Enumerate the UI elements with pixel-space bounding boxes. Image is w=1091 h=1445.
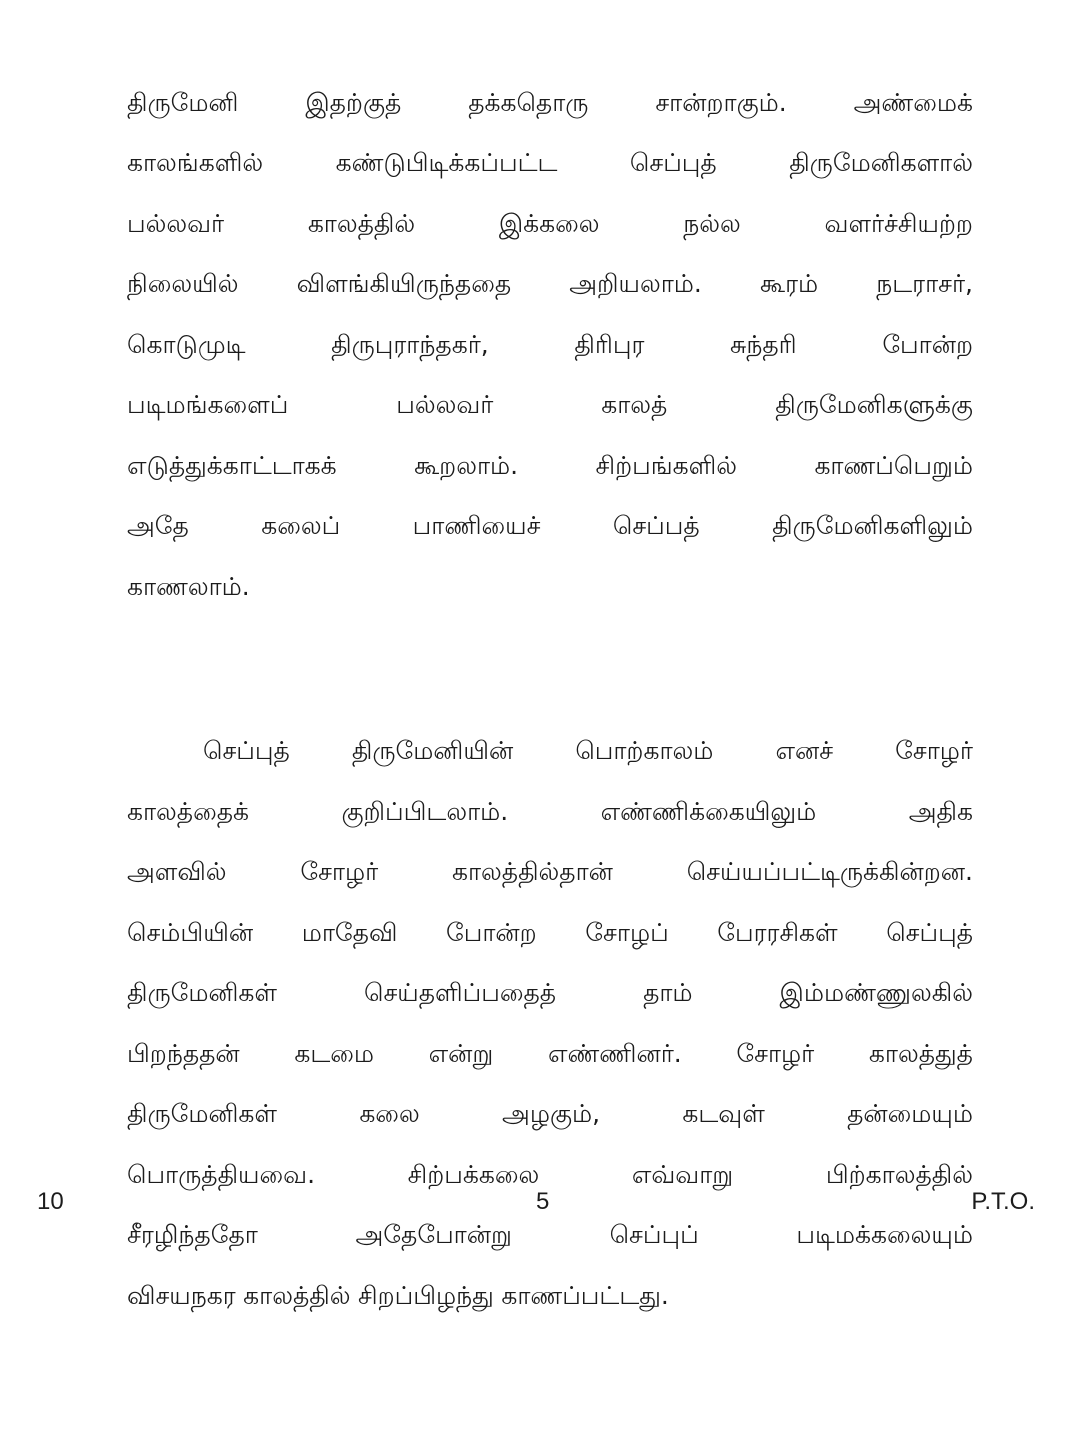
word: அதிக <box>908 796 973 826</box>
word: காணப்பெறும் <box>814 450 973 480</box>
word: காலத்தில் <box>243 1280 351 1310</box>
paragraph <box>127 74 973 619</box>
word: போன்ற <box>882 329 973 359</box>
word: சோழர் <box>736 1038 815 1068</box>
text-line <box>127 135 973 196</box>
word: செப்புப் <box>609 1220 699 1250</box>
word: சிற்பக்கலை <box>407 1159 540 1189</box>
footer-code: 10 <box>37 1188 64 1215</box>
word: திரிபுர <box>574 329 645 359</box>
word: பிற்காலத்தில் <box>825 1159 973 1189</box>
word: செப்புத் <box>629 148 717 178</box>
word: கலை <box>359 1099 420 1129</box>
word: காலத்தில்தான் <box>451 857 613 887</box>
word: அண்மைக் <box>853 87 973 117</box>
word: திருமேனி <box>127 87 239 117</box>
please-turn-over: P.T.O. <box>971 1188 1035 1215</box>
text-line <box>127 1025 973 1086</box>
word: காலத்தைக் <box>127 796 250 826</box>
word: பல்லவர் <box>127 208 225 238</box>
word: பிறந்ததன் <box>127 1038 240 1068</box>
text-line <box>127 498 973 559</box>
word: திருமேனிகளுக்கு <box>775 390 973 420</box>
page-number: 5 <box>536 1188 550 1215</box>
word: தன்மையும் <box>847 1099 973 1129</box>
word: கண்டுபிடிக்கப்பட்ட <box>335 148 558 178</box>
word: செய்தளிப்பதைத் <box>363 978 557 1008</box>
word: அழகும், <box>502 1099 601 1129</box>
word: காலத்தில் <box>307 208 416 238</box>
word: இக்கலை <box>498 208 600 238</box>
word: கடவுள் <box>682 1099 765 1129</box>
word: நல்ல <box>683 208 741 238</box>
word: சீரழிந்ததோ <box>127 1220 258 1250</box>
word: பல்லவர் <box>396 390 494 420</box>
word: இதற்குத் <box>305 87 402 117</box>
word: செம்பியின் <box>127 917 254 947</box>
paragraph <box>127 723 973 1328</box>
text-line <box>127 965 973 1026</box>
word: போன்ற <box>446 917 537 947</box>
text-line <box>127 256 973 317</box>
word: திருமேனிகள் <box>127 1099 277 1129</box>
word: கூறலாம். <box>414 450 519 480</box>
text-line <box>127 1146 973 1207</box>
word: காணலாம். <box>127 571 250 601</box>
word: சோழர் <box>300 857 379 887</box>
word: குறிப்பிடலாம். <box>341 796 509 826</box>
text-line <box>127 844 973 905</box>
text-line <box>127 723 973 784</box>
word: திருமேனிகளால் <box>789 148 973 178</box>
word: கூரம் <box>760 269 819 299</box>
word: விளங்கியிருந்ததை <box>296 269 512 299</box>
word: என்று <box>428 1038 494 1068</box>
text-line <box>127 1086 973 1147</box>
word: அளவில் <box>127 857 227 887</box>
word: நடராசர், <box>876 269 973 299</box>
word: சிறப்பிழந்து <box>358 1280 494 1310</box>
word: விசயநகர <box>127 1280 236 1310</box>
word: கலைப் <box>261 511 341 541</box>
word: செய்யப்பட்டிருக்கின்றன. <box>686 857 973 887</box>
word: செப்புத் <box>886 917 973 947</box>
text-line <box>127 437 973 498</box>
body-text <box>127 74 973 1328</box>
word: திருமேனிகள் <box>127 978 277 1008</box>
word: சோழர் <box>895 736 973 766</box>
word: படிமங்களைப் <box>127 390 289 420</box>
word: கொடுமுடி <box>127 329 246 359</box>
text-line <box>127 904 973 965</box>
word: செப்புத் <box>203 736 290 766</box>
word: இம்மண்ணுலகில் <box>779 978 973 1008</box>
text-line <box>127 316 973 377</box>
text-line <box>127 377 973 438</box>
word: அறியலாம். <box>569 269 702 299</box>
word: திருமேனிகளிலும் <box>772 511 973 541</box>
word: சுந்தரி <box>730 329 797 359</box>
word: அதே <box>127 511 189 541</box>
word: பொருத்தியவை. <box>127 1159 316 1189</box>
word: தக்கதொரு <box>468 87 589 117</box>
word: அதேபோன்று <box>355 1220 512 1250</box>
word: காலத் <box>601 390 668 420</box>
word: எண்ணிக்கையிலும் <box>600 796 817 826</box>
word: வளர்ச்சியற்ற <box>824 208 973 238</box>
word: சான்றாகும். <box>655 87 787 117</box>
text-line <box>127 783 973 844</box>
word: காலத்துத் <box>868 1038 973 1068</box>
text-line <box>127 1207 973 1268</box>
word: பேரரசிகள் <box>717 917 838 947</box>
word: காணப்பட்டது. <box>501 1280 669 1310</box>
word: மாதேவி <box>301 917 398 947</box>
text-line <box>127 74 973 135</box>
text-line <box>127 558 973 619</box>
word: நிலையில் <box>127 269 239 299</box>
word: எனச் <box>775 736 834 766</box>
word: சிற்பங்களில் <box>595 450 737 480</box>
word: பொற்காலம் <box>575 736 714 766</box>
word: செப்பத் <box>612 511 700 541</box>
text-line <box>127 195 973 256</box>
word: கடமை <box>294 1038 374 1068</box>
word: காலங்களில் <box>127 148 264 178</box>
word: எண்ணினர். <box>547 1038 682 1068</box>
paragraph-gap <box>127 619 973 723</box>
word: தாம் <box>643 978 693 1008</box>
word: திருமேனியின் <box>351 736 514 766</box>
word: பாணியைச் <box>412 511 541 541</box>
word: சோழப் <box>585 917 669 947</box>
word: எவ்வாறு <box>631 1159 734 1189</box>
text-line <box>127 1267 973 1328</box>
word: எடுத்துக்காட்டாகக் <box>127 450 337 480</box>
word: படிமக்கலையும் <box>796 1220 973 1250</box>
word: திருபுராந்தகர், <box>331 329 489 359</box>
